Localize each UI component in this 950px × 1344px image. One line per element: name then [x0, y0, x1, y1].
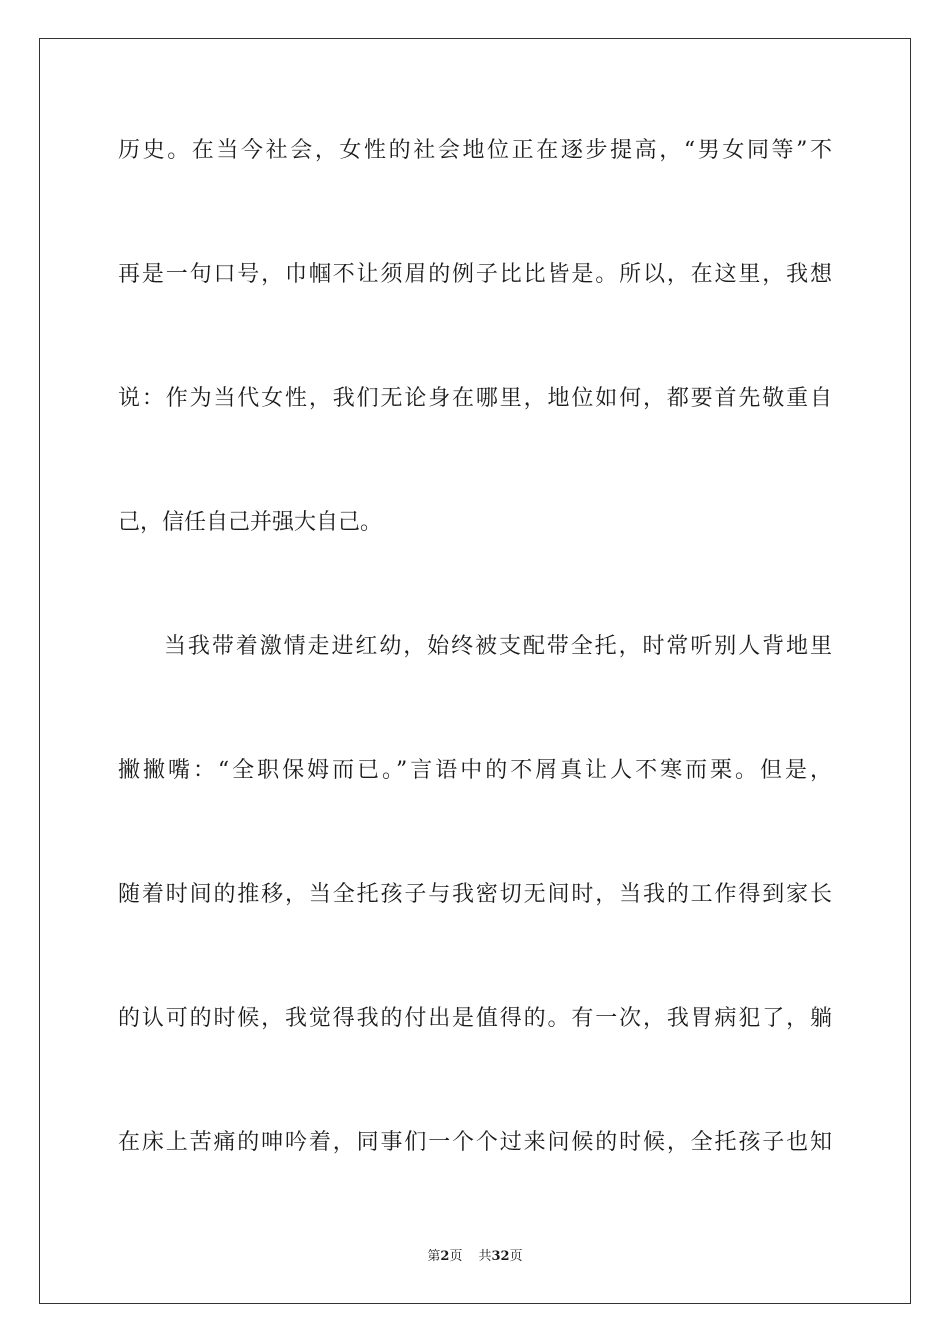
page-footer	[0, 1248, 950, 1266]
body-line-2: 再是一句口号，巾帼不让须眉的例子比比皆是。所以，在这里，我想	[118, 262, 832, 287]
body-line-3: 说：作为当代女性，我们无论身在哪里，地位如何，都要首先敬重自	[118, 386, 832, 411]
body-line-4: 己，信任自己并强大自己。	[118, 510, 383, 535]
footer-total-prefix: 共	[478, 1249, 492, 1264]
body-line-1: 历史。在当今社会，女性的社会地位正在逐步提高，“男女同等”不	[118, 138, 832, 163]
footer-page-suffix: 页	[449, 1249, 463, 1264]
body-line-5: 当我带着激情走进红幼，始终被支配带全托，时常听别人背地里	[164, 634, 832, 659]
footer-page-current: 2	[440, 1249, 450, 1264]
footer-total-suffix: 页	[509, 1249, 523, 1264]
body-line-6: 撇撇嘴：“全职保姆而已。”言语中的不屑真让人不寒而栗。但是，	[118, 758, 832, 783]
page-border	[39, 38, 911, 1304]
body-line-7: 随着时间的推移，当全托孩子与我密切无间时，当我的工作得到家长	[118, 882, 832, 907]
body-line-8: 的认可的时候，我觉得我的付出是值得的。有一次，我胃病犯了，躺	[118, 1006, 832, 1031]
footer-page-total: 32	[491, 1249, 510, 1264]
body-line-9: 在床上苦痛的呻吟着，同事们一个个过来问候的时候，全托孩子也知	[118, 1130, 832, 1155]
footer-page-prefix: 第	[427, 1249, 441, 1264]
